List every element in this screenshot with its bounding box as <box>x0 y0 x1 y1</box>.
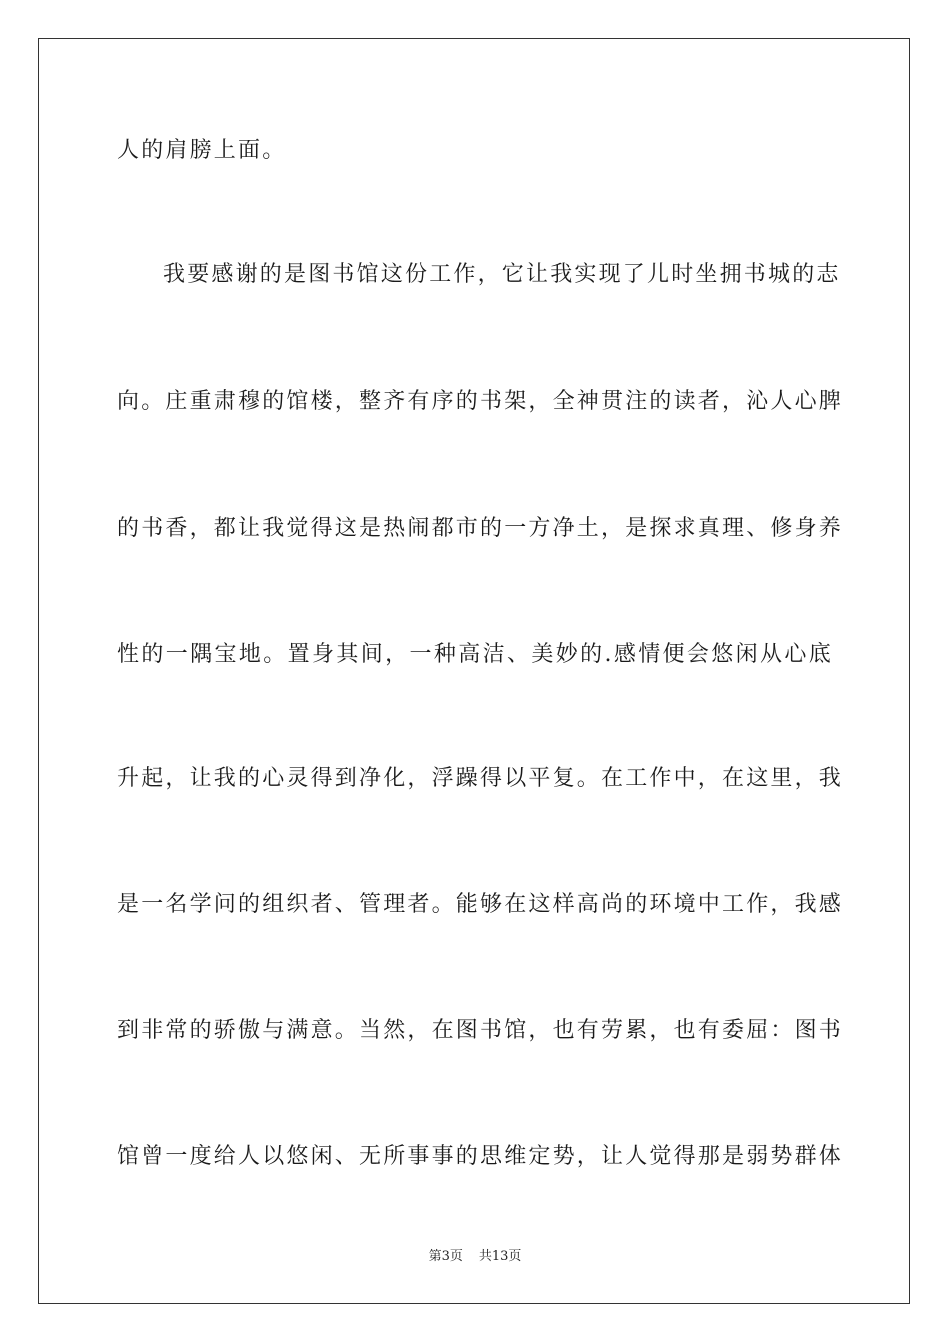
page-border <box>38 38 910 1304</box>
page-total: 共13页 <box>478 1249 522 1264</box>
page-footer <box>0 1248 950 1266</box>
text-line-9: 馆曾一度给人以悠闲、无所事事的思维定势，让人觉得那是弱势群体 <box>117 1144 844 1169</box>
text-line-5: 性的一隅宝地。置身其间，一种高洁、美妙的.感情便会悠闲从心底 <box>117 642 833 667</box>
text-line-4: 的书香，都让我觉得这是热闹都市的一方净土，是探求真理、修身养 <box>117 516 844 541</box>
text-line-6: 升起，让我的心灵得到净化，浮躁得以平复。在工作中，在这里，我 <box>117 766 844 791</box>
text-line-3: 向。庄重肃穆的馆楼，整齐有序的书架，全神贯注的读者，沁人心脾 <box>117 389 844 414</box>
text-line-7: 是一名学问的组织者、管理者。能够在这样高尚的环境中工作，我感 <box>117 892 844 917</box>
page-number: 第3页 <box>428 1249 463 1264</box>
paragraph-first-line: 我要感谢的是图书馆这份工作，它让我实现了儿时坐拥书城的志 <box>163 262 841 287</box>
text-line-8: 到非常的骄傲与满意。当然，在图书馆，也有劳累，也有委屈：图书 <box>117 1018 844 1043</box>
text-line-1: 人的肩膀上面。 <box>117 138 287 163</box>
